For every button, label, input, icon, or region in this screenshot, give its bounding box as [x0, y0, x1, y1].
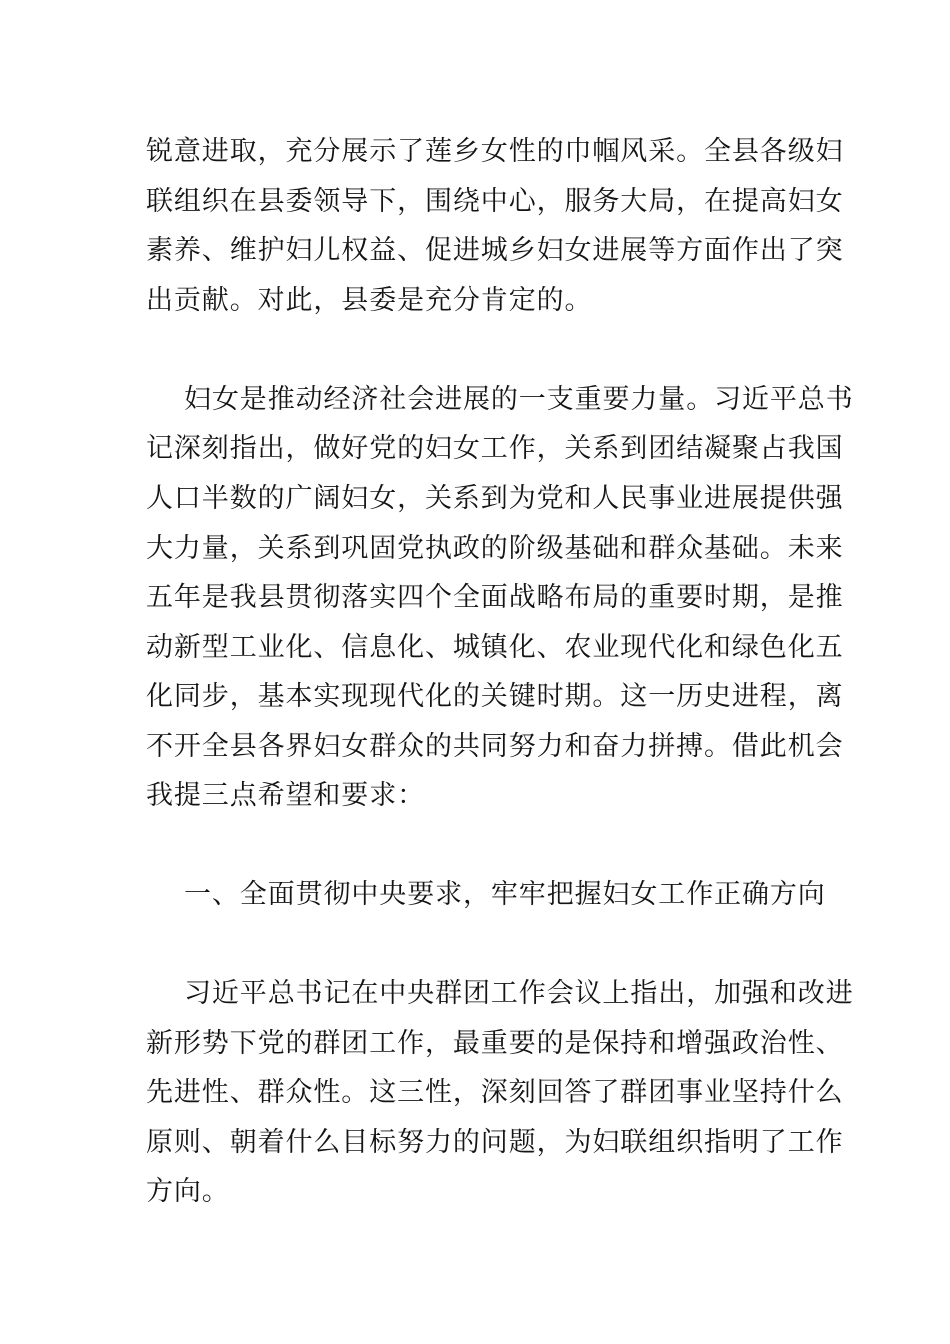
paragraph-line: 新形势下党的群团工作，最重要的是保持和增强政治性、: [146, 1028, 844, 1059]
section-heading: 一、全面贯彻中央要求，牢牢把握妇女工作正确方向: [184, 879, 826, 910]
paragraph-line: 先进性、群众性。这三性，深刻回答了群团事业坚持什么: [146, 1077, 844, 1108]
paragraph-line: 素养、维护妇儿权益、促进城乡妇女进展等方面作出了突: [146, 235, 844, 266]
paragraph-line: 我提三点希望和要求：: [146, 780, 425, 811]
paragraph-line: 锐意进取，充分展示了莲乡女性的巾帼风采。全县各级妇: [146, 136, 844, 167]
paragraph-line: 联组织在县委领导下，围绕中心，服务大局，在提高妇女: [146, 186, 844, 217]
paragraph-line: 人口半数的广阔妇女，关系到为党和人民事业进展提供强: [146, 483, 844, 514]
paragraph-line: 原则、朝着什么目标努力的问题，为妇联组织指明了工作: [146, 1127, 844, 1158]
paragraph-line: 五年是我县贯彻落实四个全面战略布局的重要时期，是推: [146, 582, 844, 613]
paragraph-line: 妇女是推动经济社会进展的一支重要力量。习近平总书: [184, 384, 854, 415]
paragraph-line: 习近平总书记在中央群团工作会议上指出，加强和改进: [184, 978, 854, 1009]
paragraph-line: 出贡献。对此，县委是充分肯定的。: [146, 285, 593, 316]
paragraph-line: 化同步，基本实现现代化的关键时期。这一历史进程，离: [146, 681, 844, 712]
paragraph-line: 方向。: [146, 1176, 230, 1207]
paragraph-line: 动新型工业化、信息化、城镇化、农业现代化和绿色化五: [146, 632, 844, 663]
paragraph-line: 记深刻指出，做好党的妇女工作，关系到团结凝聚占我国: [146, 433, 844, 464]
paragraph-line: 不开全县各界妇女群众的共同努力和奋力拼搏。借此机会: [146, 731, 844, 762]
paragraph-line: 大力量，关系到巩固党执政的阶级基础和群众基础。未来: [146, 533, 844, 564]
